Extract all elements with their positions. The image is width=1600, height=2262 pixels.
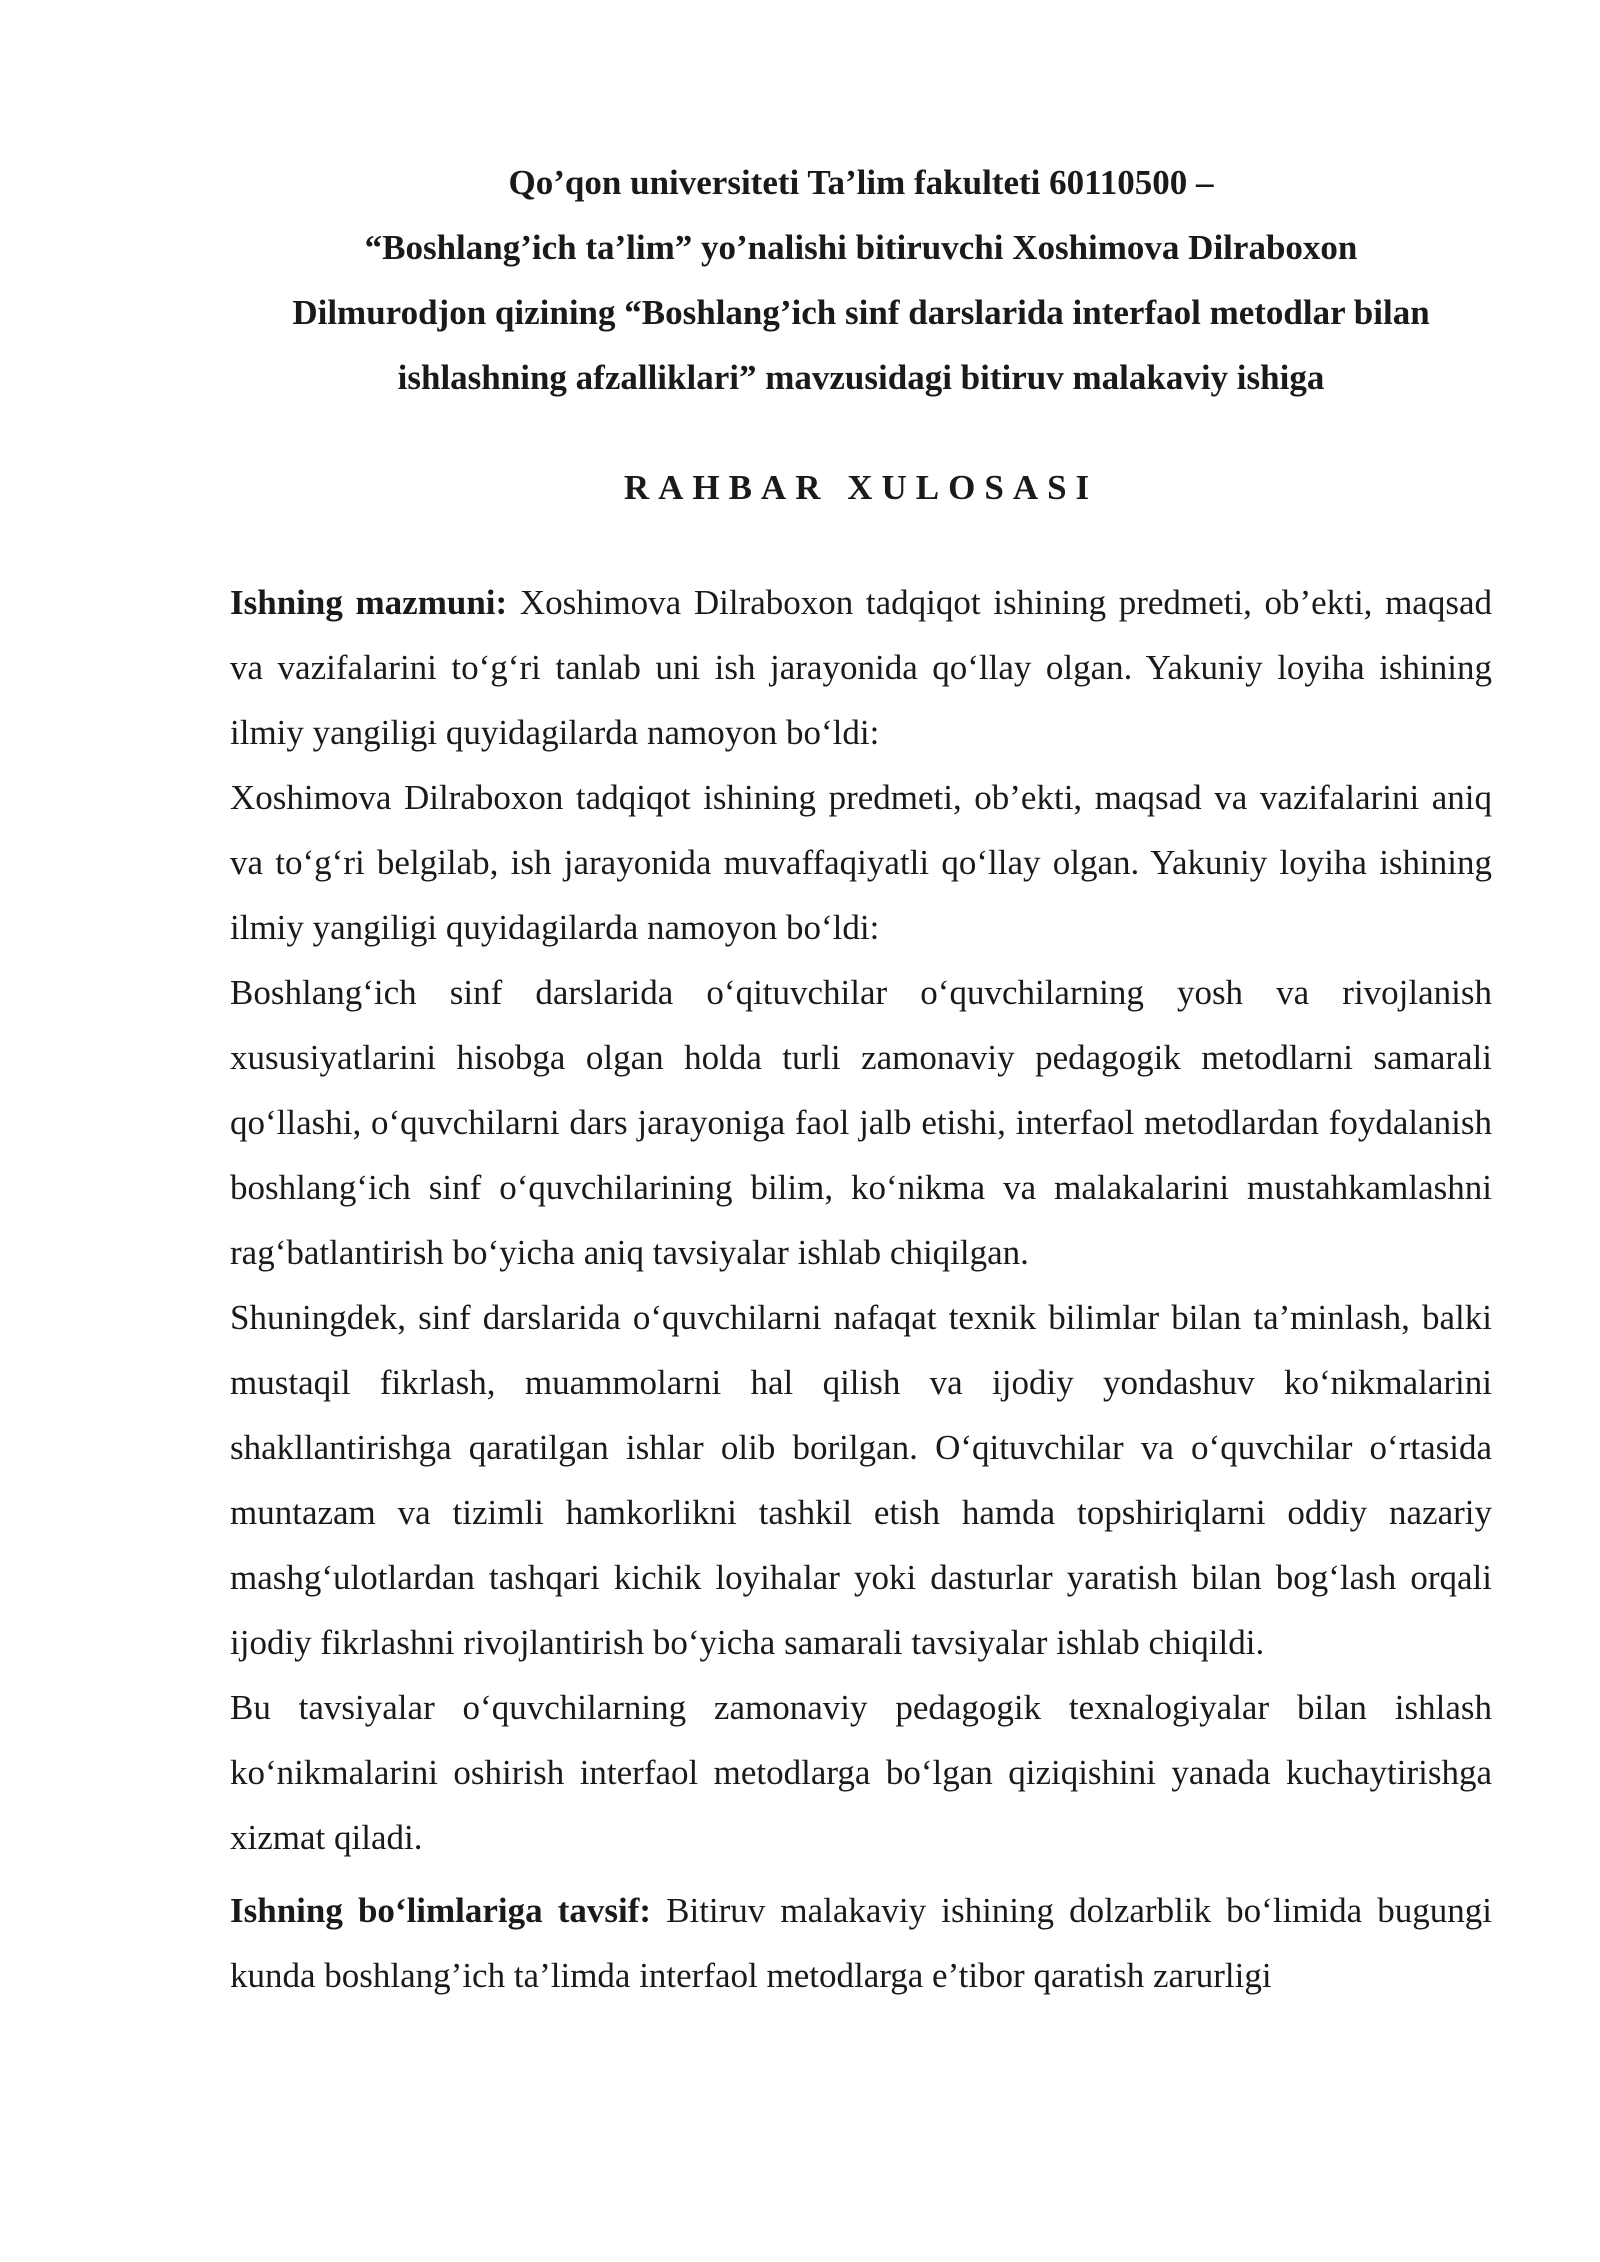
- paragraph-text: Xoshimova Dilraboxon tadqiqot ishining predmeti, ob’ekti, maqsad va vazifalarini aniq va to‘g‘ri belgilab, ish jarayonida muvaffaqiyatli qo‘llay olgan. Yakuniy loyiha ishining ilmiy yangiligi quyidagilarda namoyon bo‘ldi:: [230, 778, 1492, 947]
- paragraph-content: [230, 570, 1492, 765]
- header-line: “Boshlang’ich ta’lim” yo’nalishi bitiruvchi Xoshimova Dilraboxon: [364, 228, 1358, 267]
- section-title: RAHBAR XULOSASI: [623, 468, 1099, 507]
- document-header: [230, 150, 1492, 410]
- header-line: Dilmurodjon qizining “Boshlang’ich sinf darslarida interfaol metodlar bilan: [292, 293, 1430, 332]
- paragraph: [230, 1285, 1492, 1675]
- paragraph-lead: Ishning mazmuni:: [230, 583, 508, 622]
- paragraph-sections: [230, 1878, 1492, 2008]
- paragraph-text: Boshlang‘ich sinf darslarida o‘qituvchilar o‘quvchilarning yosh va rivojlanish xususiyatlarini hisobga olgan holda turli zamonaviy pedagogik metodlarni samarali qo‘llashi, o‘quvchilarni dars jarayoniga faol jalb etishi, interfaol metodlardan foydalanish boshlang‘ich sinf o‘quvchilarining bilim, ko‘nikma va malakalarini mustahkamlashni rag‘batlantirish bo‘yicha aniq tavsiyalar ishlab chiqilgan.: [230, 973, 1492, 1272]
- header-line: Qo’qon universiteti Ta’lim fakulteti 60110500 –: [508, 163, 1214, 202]
- paragraph: [230, 1675, 1492, 1870]
- paragraph-text: Xoshimova Dilraboxon tadqiqot ishining predmeti, ob’ekti, maqsad va vazifalarini to‘g‘ri tanlab uni ish jarayonida qo‘llay olgan. Yakuniy loyiha ishining ilmiy yangiligi quyidagilarda namoyon bo‘ldi:: [230, 583, 1492, 752]
- document-page: [230, 150, 1492, 2008]
- paragraph-text: Bitiruv malakaviy ishining dolzarblik bo‘limida bugungi kunda boshlang’ich ta’limda interfaol metodlarga e’tibor qaratish zarurligi: [230, 1891, 1492, 1995]
- paragraph: [230, 960, 1492, 1285]
- header-line: ishlashning afzalliklari” mavzusidagi bitiruv malakaviy ishiga: [397, 358, 1325, 397]
- paragraph: [230, 765, 1492, 960]
- paragraph-text: Shuningdek, sinf darslarida o‘quvchilarni nafaqat texnik bilimlar bilan ta’minlash, balki mustaqil fikrlash, muammolarni hal qilish va ijodiy yondashuv ko‘nikmalarini shakllantirishga qaratilgan ishlar olib borilgan. O‘qituvchilar va o‘quvchilar o‘rtasida muntazam va tizimli hamkorlikni tashkil etish hamda topshiriqlarni oddiy nazariy mashg‘ulotlardan tashqari kichik loyihalar yoki dasturlar yaratish bilan bog‘lash orqali ijodiy fikrlashni rivojlantirish bo‘yicha samarali tavsiyalar ishlab chiqildi.: [230, 1298, 1492, 1662]
- paragraph-text: Bu tavsiyalar o‘quvchilarning zamonaviy pedagogik texnalogiyalar bilan ishlash ko‘nikmalarini oshirish interfaol metodlarga bo‘lgan qiziqishini yanada kuchaytirishga xizmat qiladi.: [230, 1688, 1492, 1857]
- paragraph-lead: Ishning bo‘limlariga tavsif:: [230, 1891, 652, 1930]
